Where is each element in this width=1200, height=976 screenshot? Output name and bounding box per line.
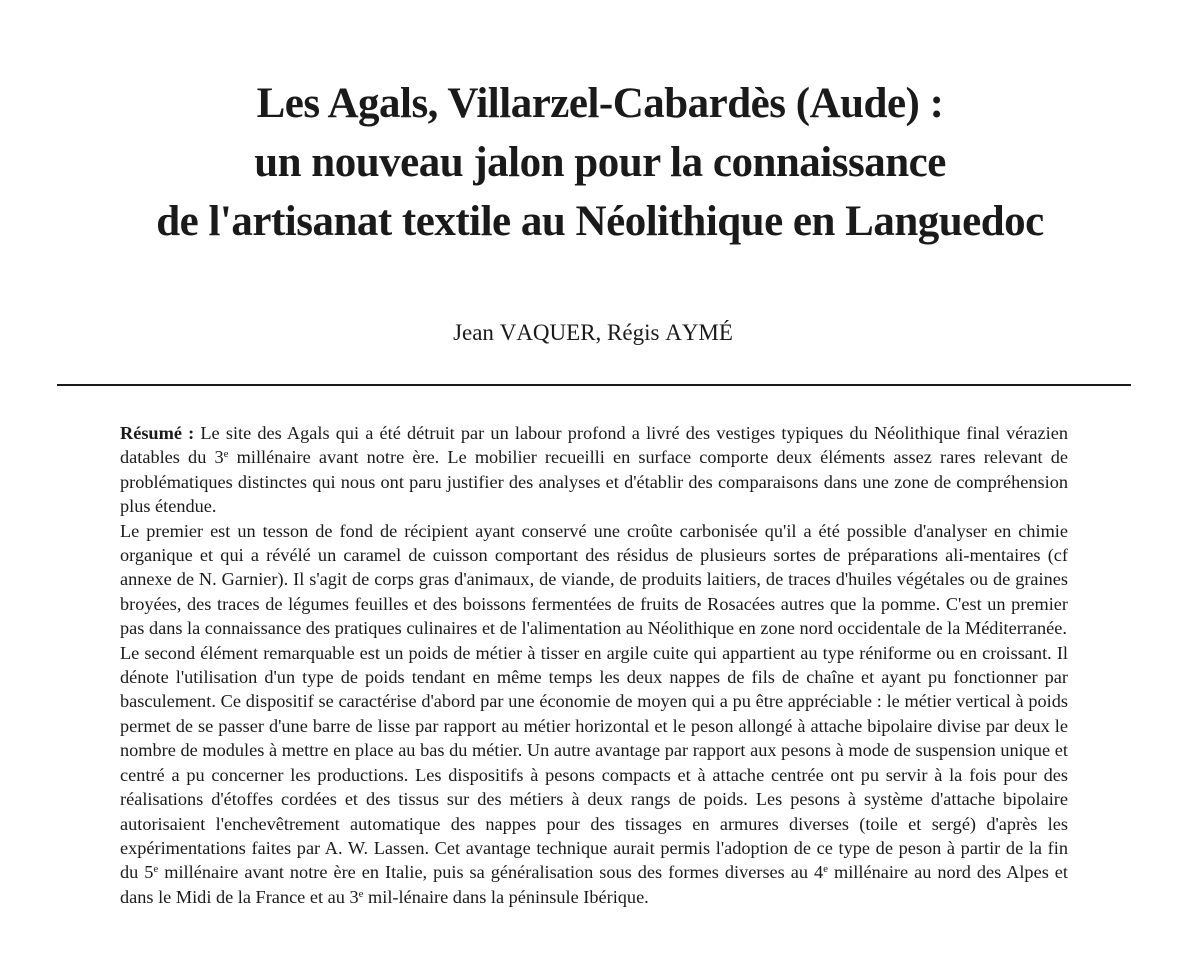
abstract-paragraph-3: Le second élément remarquable est un poids de métier à tisser en argile cuite qui appartient au type réniforme ou en croissant. Il dénote l'utilisation d'un type de poids tendant en même temps les deux nappes de fils de chaîne et ayant pu fonctionner par basculement. Ce dispositif se caractérise d'abord par une économie de moyen qui a pu être appréciable : le métier vertical à poids permet de se passer d'une barre de lisse par rapport au métier horizontal et le peson allongé à attache bipolaire divise par deux le nombre de modules à mettre en place au bas du métier. Un autre avantage par rapport aux pesons à mode de suspension unique et centré a pu concerner les productions. Les dispositifs à pesons compacts et à attache centrée ont pu servir à la fois pour des réalisations d'étoffes cordées et des tissus sur des métiers à deux rangs de poids. Les pesons à système d'attache bipolaire autorisaient l'enchevêtrement automatique des nappes pour des tissages en armures diverses (toile et sergé) d'après les expérimentations faites par A. W. Lassen. Cet avantage technique aurait permis l'adoption de ce type de peson à partir de la fin du 5e millénaire avant notre ère en Italie, puis sa généralisation sous des formes diverses au 4e millénaire au nord des Alpes et dans le Midi de la France et au 3e mil-lénaire dans la péninsule Ibérique. bbox=[120, 642, 1068, 907]
author-list bbox=[0, 318, 1186, 348]
title-line-3: de l'artisanat textile au Néolithique en Languedoc bbox=[156, 198, 1044, 245]
abstract bbox=[120, 421, 1068, 909]
article-title bbox=[0, 74, 1200, 251]
abstract-paragraph-2: Le premier est un tesson de fond de récipient ayant conservé une croûte carbonisée qu'il a été possible d'analyser en chimie organique et qui a révélé un caramel de cuisson comportant des résidus de plusieurs sortes de préparations ali-mentaires (cf annexe de N. Garnier). Il s'agit de corps gras d'animaux, de viande, de produits laitiers, de traces d'huiles végétales ou de graines broyées, des traces de légumes feuilles et des boissons fermentées de fruits de Rosacées autres que la pomme. C'est un premier pas dans la connaissance des pratiques culinaires et de l'alimentation au Néolithique en zone nord occidentale de la Méditerranée. bbox=[120, 520, 1068, 639]
abstract-label: Résumé : bbox=[120, 423, 195, 443]
author-2-surname: AYMÉ bbox=[665, 320, 733, 345]
abstract-paragraph-1: Résumé : Le site des Agals qui a été détruit par un labour profond a livré des vestiges typiques du Néolithique final vérazien datables du 3e millénaire avant notre ère. Le mobilier recueilli en surface comporte deux éléments assez rares relevant de problématiques distinctes qui nous ont paru justifier des analyses et d'établir des comparaisons dans une zone de compréhension plus étendue. bbox=[120, 423, 1068, 517]
author-1-first-name: Jean bbox=[453, 320, 494, 345]
author-2-first-name: Régis bbox=[607, 320, 660, 345]
title-line-1: Les Agals, Villarzel-Cabardès (Aude) : bbox=[256, 80, 944, 127]
title-line-2: un nouveau jalon pour la connaissance bbox=[254, 139, 946, 186]
author-1-surname: VAQUER bbox=[499, 320, 596, 345]
horizontal-rule bbox=[57, 384, 1131, 386]
author-separator: , bbox=[595, 320, 602, 345]
